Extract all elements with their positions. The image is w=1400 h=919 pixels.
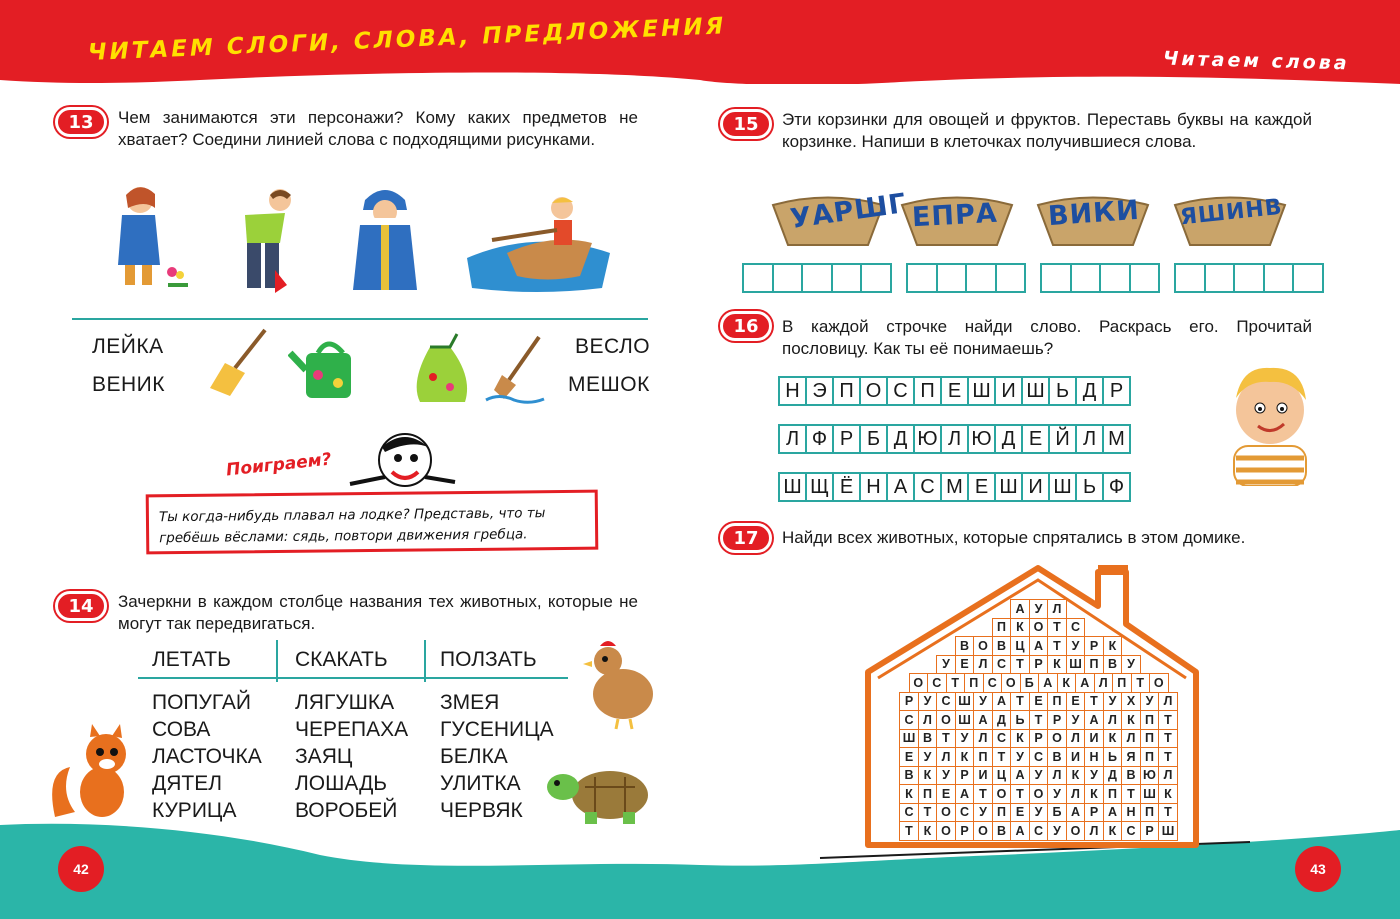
answer-cell[interactable] [1070,263,1102,293]
house-cell[interactable]: О [1001,673,1021,693]
house-cell[interactable]: П [1047,692,1067,712]
house-cell[interactable]: О [1029,784,1049,804]
house-cell[interactable]: С [955,803,975,823]
letter-cell[interactable]: Щ [805,472,834,502]
jump-item: ЛОШАДЬ [295,772,388,795]
answer-cell[interactable] [1263,263,1295,293]
house-cell[interactable]: С [1029,821,1049,841]
house-row [899,784,1177,804]
house-cell[interactable]: Х [1121,692,1141,712]
house-cell[interactable]: С [1121,821,1141,841]
house-cell[interactable]: Т [946,673,966,693]
house-cell[interactable]: Т [1121,784,1141,804]
letter-cell[interactable]: Ь [1048,376,1077,406]
house-cell[interactable]: С [899,803,919,823]
house-cell[interactable]: Е [899,747,919,767]
house-cell[interactable]: Л [1047,766,1067,786]
house-row [899,821,1177,841]
house-cell[interactable]: С [1066,618,1086,638]
answer-cell[interactable] [860,263,892,293]
letter-row [778,472,1129,502]
house-cell[interactable]: В [899,766,919,786]
letter-cell[interactable]: Ю [967,424,996,454]
answer-cell[interactable] [995,263,1027,293]
task-14-badge: 14 [55,591,107,621]
house-cell[interactable]: Р [1047,710,1067,730]
word-veslo: ВЕСЛО [575,335,651,358]
house-cell[interactable]: О [992,784,1012,804]
house-cell[interactable]: Ц [1010,636,1030,656]
house-cell[interactable]: Л [1066,729,1086,749]
house-cell[interactable]: И [1084,729,1104,749]
letter-cell[interactable]: М [940,472,969,502]
house-cell[interactable]: Р [1029,729,1049,749]
house-cell[interactable]: П [918,784,938,804]
letter-cell[interactable]: Д [994,424,1023,454]
house-cell[interactable]: Т [1047,618,1067,638]
house-cell[interactable]: В [992,636,1012,656]
house-cell[interactable]: О [936,803,956,823]
house-cell[interactable]: У [1029,599,1049,619]
answer-cells-2 [906,263,1024,293]
letter-cell[interactable]: Ь [1075,472,1104,502]
house-cell[interactable]: Б [1047,803,1067,823]
house-cell[interactable]: К [899,784,919,804]
house-cell[interactable]: Л [973,729,993,749]
answer-cell[interactable] [1233,263,1265,293]
column-head-fly: ЛЕТАТЬ [152,648,231,671]
letter-cell[interactable]: П [832,376,861,406]
house-cell[interactable]: Т [1010,655,1030,675]
house-cell[interactable]: Е [955,655,975,675]
house-cell[interactable]: А [1103,803,1123,823]
house-cell[interactable]: А [973,710,993,730]
play-title: Поиграем? [225,449,333,481]
answer-cell[interactable] [1040,263,1072,293]
task-16-badge: 16 [720,311,772,341]
house-cell[interactable]: С [1029,747,1049,767]
sack-icon [405,332,475,404]
house-cell[interactable]: К [918,821,938,841]
jump-item: ВОРОБЕЙ [295,799,398,822]
crawl-item: ЧЕРВЯК [440,799,523,822]
crawl-item: ГУСЕНИЦА [440,718,554,741]
house-cell[interactable]: Ш [1158,821,1178,841]
house-cell[interactable]: О [936,821,956,841]
house-cell[interactable]: Д [992,710,1012,730]
house-cell[interactable]: Т [918,803,938,823]
letter-cell[interactable]: Ф [805,424,834,454]
letter-cell[interactable]: Е [940,376,969,406]
house-cell[interactable]: Л [936,747,956,767]
house-cell[interactable]: Т [1084,692,1104,712]
play-box [146,490,599,555]
house-cell[interactable]: Т [973,784,993,804]
fly-item: СОВА [152,718,211,741]
house-cell[interactable]: У [918,692,938,712]
house-cell[interactable]: Л [1121,729,1141,749]
play-text: Ты когда-нибудь плавал на лодке? Представь, что ты гребёшь вёслами: сядь, повтори движения гребца. [158,505,546,547]
house-cell[interactable]: У [955,729,975,749]
answer-cell[interactable] [1129,263,1161,293]
answer-cells-4 [1174,263,1322,293]
letter-cell[interactable]: С [886,376,915,406]
page-number-left: 42 [58,846,104,892]
house-cell[interactable]: С [927,673,947,693]
house-cell[interactable]: У [1084,766,1104,786]
house-cell[interactable]: Л [1084,821,1104,841]
crawl-item: УЛИТКА [440,772,521,795]
column-head-crawl: ПОЛЗАТЬ [440,648,537,671]
fly-item: ЛАСТОЧКА [152,745,262,768]
house-cell[interactable]: Ш [955,692,975,712]
house-cell[interactable]: У [918,747,938,767]
answer-cell[interactable] [1099,263,1131,293]
house-cell[interactable]: О [909,673,929,693]
turtle-icon [545,757,660,825]
house-cell[interactable]: Т [1158,803,1178,823]
task-17-badge: 17 [720,523,772,553]
house-cell[interactable]: О [973,821,993,841]
answer-cell[interactable] [742,263,774,293]
house-cell[interactable]: О [1066,821,1086,841]
answer-cell[interactable] [1204,263,1236,293]
house-cell[interactable]: К [1010,618,1030,638]
answer-cell[interactable] [831,263,863,293]
letter-cell[interactable]: Ю [913,424,942,454]
answer-cell[interactable] [801,263,833,293]
house-cell[interactable]: Л [1094,673,1114,693]
house-row [899,747,1177,767]
house-cell[interactable]: Ю [1140,766,1160,786]
house-cell[interactable]: П [973,747,993,767]
letter-cell[interactable]: С [913,472,942,502]
house-cell[interactable]: Л [1158,692,1178,712]
house-cell[interactable]: У [1121,655,1141,675]
house-cell[interactable]: А [1066,803,1086,823]
letter-cell[interactable]: Л [1075,424,1104,454]
letter-cell[interactable]: Й [1048,424,1077,454]
task-17-text: Найди всех животных, которые спрятались в этом домике. [782,528,1246,547]
house-cell[interactable]: Т [1131,673,1151,693]
house-cell[interactable]: О [1047,729,1067,749]
house-cell[interactable]: О [1029,618,1049,638]
house-cell[interactable]: В [955,636,975,656]
girl-gardening-icon [100,180,190,300]
cartoon-character-icon [330,422,460,502]
house-cell[interactable]: Ш [1140,784,1160,804]
letter-cell[interactable]: Э [805,376,834,406]
house-row [955,636,1122,656]
house-cell[interactable]: Т [899,821,919,841]
letter-cell[interactable]: И [1021,472,1050,502]
basket-word: ВИКИ [1047,194,1141,233]
house-cell[interactable]: Ш [955,710,975,730]
house-cell[interactable]: П [1140,710,1160,730]
fly-item: ПОПУГАЙ [152,691,251,714]
house-cell[interactable]: К [1103,729,1123,749]
house-cell[interactable]: П [1112,673,1132,693]
fly-item: ДЯТЕЛ [152,772,223,795]
column-separator-1 [276,640,278,682]
column-separator-2 [424,640,426,682]
house-cell[interactable]: У [1029,766,1049,786]
house-cell[interactable]: С [983,673,1003,693]
house-cell[interactable]: П [1084,655,1104,675]
letter-cell[interactable]: Л [940,424,969,454]
jump-item: ЧЕРЕПАХА [295,718,409,741]
answer-cell[interactable] [1292,263,1324,293]
house-cell[interactable]: У [1140,692,1160,712]
house-cell[interactable]: Р [899,692,919,712]
house-cell[interactable]: В [1047,747,1067,767]
house-cell[interactable]: У [1103,692,1123,712]
house-cell[interactable]: С [992,729,1012,749]
house-cell[interactable]: У [1047,784,1067,804]
house-cell[interactable]: У [1029,803,1049,823]
house-row [899,692,1177,712]
house-cell[interactable]: П [1140,747,1160,767]
section-title: Читаем слова [1162,47,1350,75]
house-cell[interactable]: Ш [899,729,919,749]
house-cell[interactable]: Т [1029,710,1049,730]
house-cell[interactable]: Т [1010,692,1030,712]
house-cell[interactable]: К [1057,673,1077,693]
hen-icon [578,636,658,731]
house-cell[interactable]: Л [1103,710,1123,730]
house-cell[interactable]: Р [1140,821,1160,841]
answer-cell[interactable] [772,263,804,293]
house-cell[interactable]: Л [1158,766,1178,786]
word-venik: ВЕНИК [92,373,166,396]
jump-item: ЛЯГУШКА [295,691,395,714]
column-header-line [138,677,568,679]
house-cell[interactable]: П [992,803,1012,823]
house-cell[interactable]: У [1010,747,1030,767]
house-cell[interactable]: П [1103,784,1123,804]
house-cell[interactable]: К [955,747,975,767]
letter-cell[interactable]: Ш [778,472,807,502]
basket-word: УАРШГ [788,188,909,235]
letter-cell[interactable]: П [913,376,942,406]
boy-in-boat-icon [462,188,612,298]
basket-word: ЯШИНВ [1178,194,1284,231]
house-cell[interactable]: П [1140,729,1160,749]
letter-cell[interactable]: М [1102,424,1131,454]
house-cell[interactable]: В [918,729,938,749]
broom-icon [205,328,270,398]
house-cell[interactable]: К [1121,710,1141,730]
house-cell[interactable]: Ь [1010,710,1030,730]
house-cell[interactable]: Р [1029,655,1049,675]
house-cell[interactable]: Т [936,729,956,749]
house-cell[interactable]: А [1029,636,1049,656]
letter-cell[interactable]: Н [778,376,807,406]
santa-claus-icon [345,180,430,300]
house-cell[interactable]: А [1010,821,1030,841]
letter-cell[interactable]: Ш [1048,472,1077,502]
house-cell[interactable]: Т [1158,729,1178,749]
house-cell[interactable]: Ц [992,766,1012,786]
house-row [899,766,1177,786]
house-cell[interactable]: У [936,655,956,675]
house-cell[interactable]: А [955,784,975,804]
house-cell[interactable]: В [1103,655,1123,675]
house-cell[interactable]: В [992,821,1012,841]
house-cell[interactable]: У [1047,821,1067,841]
letter-cell[interactable]: Р [1102,376,1131,406]
squirrel-icon [50,722,135,822]
house-cell[interactable]: К [918,766,938,786]
watering-can-icon [288,335,363,405]
house-cell[interactable]: П [964,673,984,693]
chapter-title: ЧИТАЕМ СЛОГИ, СЛОВА, ПРЕДЛОЖЕНИЯ [87,13,727,66]
task-14-text: Зачеркни в каждом столбце названия тех животных, которые не могут так передвигаться. [118,592,638,633]
house-row [899,729,1177,749]
house-cell[interactable]: В [1121,766,1141,786]
house-cell[interactable]: Т [1158,710,1178,730]
letter-cell[interactable]: Ё [832,472,861,502]
letter-cell[interactable]: Ш [1021,376,1050,406]
house-cell[interactable]: С [899,710,919,730]
answer-cell[interactable] [906,263,938,293]
house-cell[interactable]: Е [936,784,956,804]
house-row [899,803,1177,823]
task-16-text: В каждой строчке найди слово. Раскрась его. Прочитай пословицу. Как ты её понимаешь? [782,317,1312,358]
letter-cell[interactable]: Л [778,424,807,454]
letter-cell[interactable]: Д [886,424,915,454]
house-cell[interactable]: Л [1047,599,1067,619]
house-cell[interactable]: Р [1084,636,1104,656]
house-cell[interactable]: Е [1010,803,1030,823]
house-cell[interactable]: А [1038,673,1058,693]
house-cell[interactable]: А [1010,766,1030,786]
house-cell[interactable]: У [1066,636,1086,656]
answer-cells-1 [742,263,890,293]
house-cell[interactable]: Н [1084,747,1104,767]
house-cell[interactable]: Л [1066,784,1086,804]
house-cell[interactable]: Я [1121,747,1141,767]
house-cell[interactable]: У [973,692,993,712]
house-row [909,673,1168,693]
letter-cell[interactable]: Ш [994,472,1023,502]
house-cell[interactable]: К [1047,655,1067,675]
letter-cell[interactable]: Р [832,424,861,454]
divider-line [72,318,648,320]
jump-item: ЗАЯЦ [295,745,353,768]
answer-cells-3 [1040,263,1158,293]
house-cell[interactable]: Б [1020,673,1040,693]
house-cell[interactable]: А [1084,710,1104,730]
house-cell[interactable]: А [1010,599,1030,619]
task-13-badge: 13 [55,107,107,137]
house-cell[interactable]: К [1103,821,1123,841]
house-cell[interactable]: Д [1103,766,1123,786]
task-15-badge: 15 [720,109,772,139]
letter-row [778,376,1129,406]
house-cell[interactable]: Е [1029,692,1049,712]
boy-face-icon [1222,358,1317,486]
house-cell[interactable]: С [992,655,1012,675]
house-cell[interactable]: Ь [1103,747,1123,767]
house-cell[interactable]: Т [1047,636,1067,656]
crawl-item: БЕЛКА [440,745,508,768]
house-cell[interactable]: К [1010,729,1030,749]
house-cell[interactable]: Е [1066,692,1086,712]
house-cell[interactable]: О [936,710,956,730]
house-row [936,655,1140,675]
house-cell[interactable]: У [1066,710,1086,730]
letter-cell[interactable]: Н [859,472,888,502]
house-cell[interactable]: Ш [1066,655,1086,675]
task-15-text: Эти корзинки для овощей и фруктов. Переставь буквы на каждой корзинке. Напиши в клеточках получившиеся слова. [782,110,1312,151]
word-leika: ЛЕЙКА [92,335,164,358]
fly-item: КУРИЦА [152,799,237,822]
oar-icon [484,335,546,405]
answer-cell[interactable] [965,263,997,293]
house-cell[interactable]: Р [1084,803,1104,823]
letter-row [778,424,1129,454]
house-row [1010,599,1066,619]
crawl-item: ЗМЕЯ [440,691,500,714]
letter-cell[interactable]: Б [859,424,888,454]
letter-cell[interactable]: Ф [1102,472,1131,502]
house-row [899,710,1177,730]
house-row [992,618,1085,638]
house-cell[interactable]: И [1066,747,1086,767]
house-cell[interactable]: П [1140,803,1160,823]
task-13-text: Чем занимаются эти персонажи? Кому каких предметов не хватает? Соедини линией слова с подходящими рисунками. [118,108,638,149]
house-cell[interactable]: О [973,636,993,656]
house-cell[interactable]: У [973,803,993,823]
letter-cell[interactable]: И [994,376,1023,406]
house-cell[interactable]: К [1103,636,1123,656]
basket-word: ЕПРА [911,197,999,234]
house-cell[interactable]: А [1075,673,1095,693]
house-cell[interactable]: А [992,692,1012,712]
house-cell[interactable]: Т [1010,784,1030,804]
house-cell[interactable]: У [936,766,956,786]
letter-cell[interactable]: Ш [967,376,996,406]
house-cell[interactable]: Р [955,766,975,786]
page-number-right: 43 [1295,846,1341,892]
house-cell[interactable]: Л [973,655,993,675]
letter-cell[interactable]: А [886,472,915,502]
letter-cell[interactable]: О [859,376,888,406]
man-sweeping-icon [225,185,315,300]
house-cell[interactable]: О [1149,673,1169,693]
house-cell[interactable]: С [936,692,956,712]
answer-cell[interactable] [936,263,968,293]
house-cell[interactable]: К [1084,784,1104,804]
house-cell[interactable]: Н [1121,803,1141,823]
column-head-jump: СКАКАТЬ [295,648,388,671]
house-cell[interactable]: Т [992,747,1012,767]
house-cell[interactable]: Р [955,821,975,841]
letter-cell[interactable]: Д [1075,376,1104,406]
letter-cell[interactable]: Е [1021,424,1050,454]
house-cell[interactable]: Т [1158,747,1178,767]
house-cell[interactable]: П [992,618,1012,638]
word-meshok: МЕШОК [568,373,650,396]
house-cell[interactable]: И [973,766,993,786]
answer-cell[interactable] [1174,263,1206,293]
house-cell[interactable]: К [1066,766,1086,786]
house-cell[interactable]: Л [918,710,938,730]
house-cell[interactable]: К [1158,784,1178,804]
letter-cell[interactable]: Е [967,472,996,502]
